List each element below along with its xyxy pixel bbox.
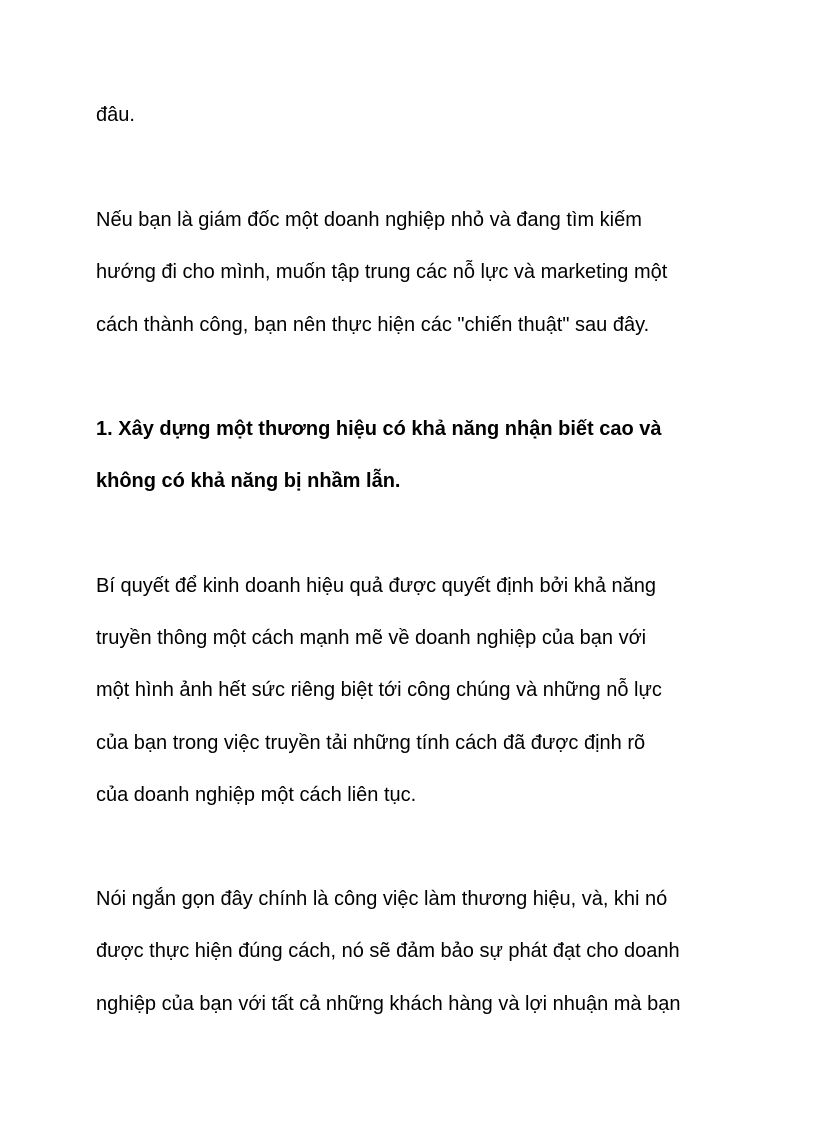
text-line: Nói ngắn gọn đây chính là công việc làm thương hiệu, và, khi nó	[96, 888, 668, 910]
text-line: của bạn trong việc truyền tải những tính cách đã được định rõ	[96, 732, 646, 754]
text-line: nghiệp của bạn với tất cả những khách hàng và lợi nhuận mà bạn	[96, 993, 681, 1015]
text-line: Bí quyết để kinh doanh hiệu quả được quyết định bởi khả năng	[96, 575, 657, 597]
text-line: truyền thông một cách mạnh mẽ về doanh nghiệp của bạn với	[96, 627, 647, 649]
text-line: hướng đi cho mình, muốn tập trung các nỗ lực và marketing một	[96, 261, 668, 283]
text-line: một hình ảnh hết sức riêng biệt tới công chúng và những nỗ lực	[96, 679, 662, 701]
heading-line: 1. Xây dựng một thương hiệu có khả năng nhận biết cao và	[96, 418, 662, 440]
heading-line: không có khả năng bị nhầm lẫn.	[96, 470, 401, 492]
text-line: được thực hiện đúng cách, nó sẽ đảm bảo sự phát đạt cho doanh	[96, 940, 680, 962]
text-line: của doanh nghiệp một cách liên tục.	[96, 784, 417, 806]
text-line: Nếu bạn là giám đốc một doanh nghiệp nhỏ và đang tìm kiếm	[96, 209, 642, 231]
text-line: đâu.	[96, 104, 135, 126]
text-line: cách thành công, bạn nên thực hiện các "chiến thuật" sau đây.	[96, 314, 650, 336]
